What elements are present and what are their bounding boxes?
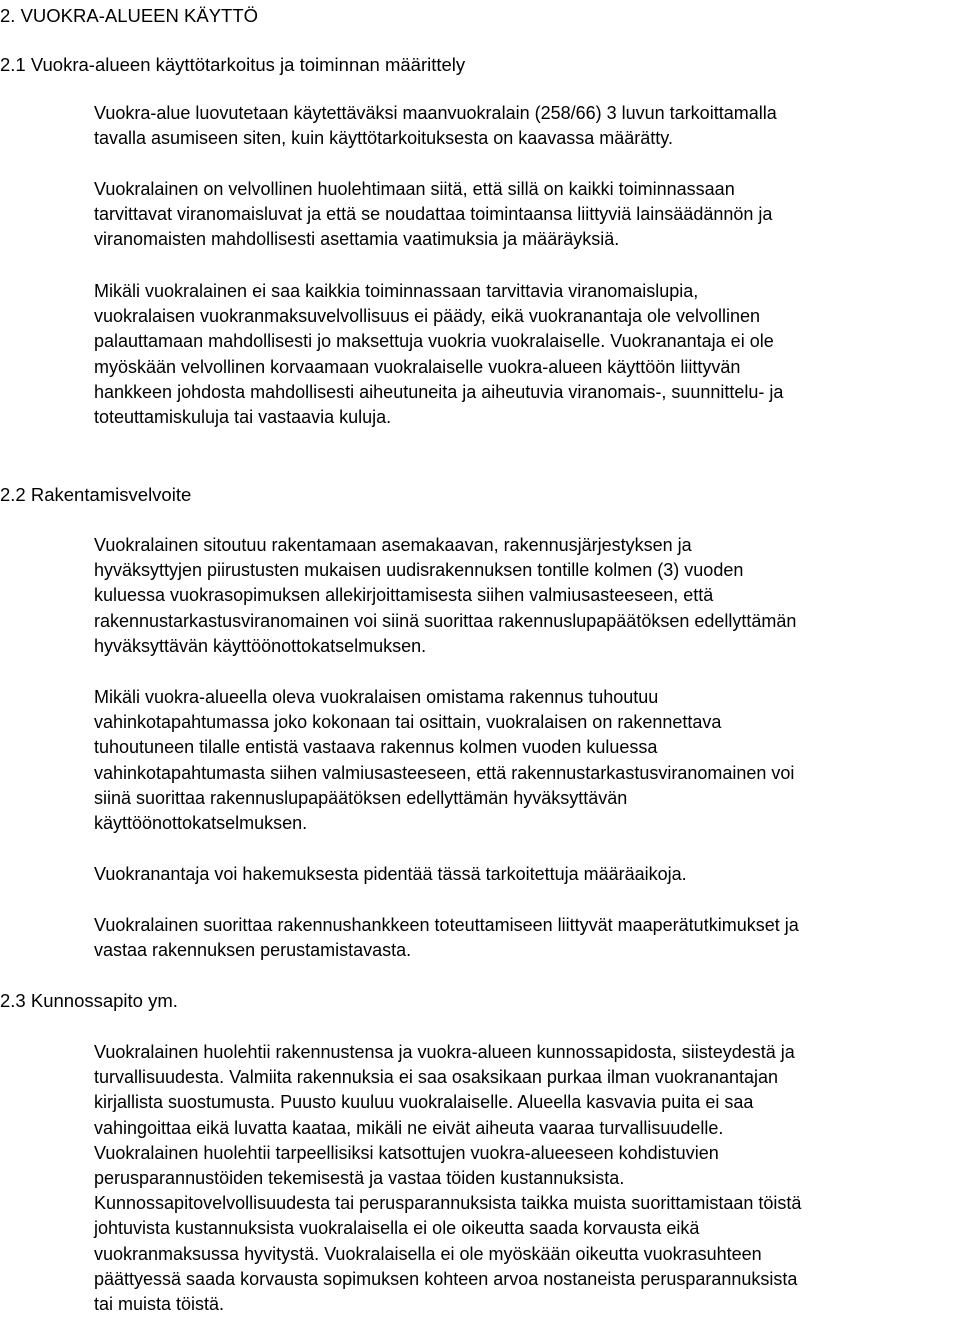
paragraph-building-obligation: Vuokralainen sitoutuu rakentamaan asemakaavan, rakennusjärjestyksen ja hyväksyttyjen piirustusten mukaisen uudisrakennuksen tontille kolmen (3) vuoden kuluessa vuokrasopimuksen allekirjoittamisesta siihen valmiusasteeseen, että rakennustarkastusviranomainen voi siinä suorittaa rakennuslupapäätöksen edellyttämän hyväksyttävän käyttöönottokatselmuksen.: [94, 535, 797, 656]
paragraph-permits: Vuokralainen on velvollinen huolehtimaan siitä, että sillä on kaikki toiminnassaan tarvittavat viranomaisluvat ja että se noudattaa toimintaansa liittyviä lainsäädännön ja viranomaisten mahdollisesti asettamia vaatimuksia ja määräyksiä.: [94, 179, 773, 250]
paragraph-soil-surveys: Vuokralainen suorittaa rakennushankkeen toteuttamiseen liittyvät maaperätutkimukset ja vastaa rakennuksen perustamistavasta.: [94, 915, 799, 961]
subsection-heading-2-2: 2.2 Rakentamisvelvoite: [0, 484, 192, 505]
paragraph-maintenance: Vuokralainen huolehtii rakennustensa ja vuokra-alueen kunnossapidosta, siisteydestä ja turvallisuudesta. Valmiita rakennuksia ei saa osaksikaan purkaa ilman vuokranantajan kirjallista suostumusta. Puusto kuuluu vuokralaiselle. Alueella kasvavia puita ei saa vahingoittaa eikä luvatta kaataa, mikäli ne eivät aiheuta vaaraa turvallisuudelle. Vuokralainen huolehtii tarpeellisiksi katsottujen vuokra-alueeseen kohdistuvien perusparannustöiden tekemisestä ja vastaa töiden kustannuksista. Kunnossapitovelvollisuudesta tai perusparannuksista taikka muista suorittamistaan töistä johtuvista kustannuksista vuokralaisella ei ole oikeutta saada korvausta eikä vuokranmaksussa hyvitystä. Vuokralaisella ei ole myöskään oikeutta vuokrasuhteen päättyessä saada korvausta sopimuksen kohteen arvoa nostaneista perusparannuksista tai muista töistä.: [94, 1042, 802, 1315]
paragraph-missing-permits: Mikäli vuokralainen ei saa kaikkia toiminnassaan tarvittavia viranomaislupia, vuokralaisen vuokranmaksuvelvollisuus ei päädy, eikä vuokranantaja ole velvollinen palauttamaan mahdollisesti jo maksettuja vuokria vuokralaiselle. Vuokranantaja ei ole myöskään velvollinen korvaamaan vuokralaiselle vuokra-alueen käyttöön liittyvän hankkeen johdosta mahdollisesti aiheutuneita ja aiheutuvia viranomais-, suunnittelu- ja toteuttamiskuluja tai vastaavia kuluja.: [94, 281, 784, 428]
subsection-heading-2-3: 2.3 Kunnossapito ym.: [0, 990, 178, 1011]
paragraph-intended-use: Vuokra-alue luovutetaan käytettäväksi maanvuokralain (258/66) 3 luvun tarkoittamalla tavalla asumiseen siten, kuin käyttötarkoituksesta on kaavassa määrätty.: [94, 103, 777, 149]
subsection-heading-2-1: 2.1 Vuokra-alueen käyttötarkoitus ja toiminnan määrittely: [0, 54, 466, 75]
section-heading: 2. VUOKRA-ALUEEN KÄYTTÖ: [0, 5, 259, 26]
paragraph-deadline-extension: Vuokranantaja voi hakemuksesta pidentää tässä tarkoitettuja määräaikoja.: [94, 864, 687, 884]
paragraph-destroyed-building: Mikäli vuokra-alueella oleva vuokralaisen omistama rakennus tuhoutuu vahinkotapahtumassa joko kokonaan tai osittain, vuokralaisen on rakennettava tuhoutuneen tilalle entistä vastaava rakennus kolmen vuoden kuluessa vahinkotapahtumasta siihen valmiusasteeseen, että rakennustarkastusviranomainen voi siinä suorittaa rakennuslupapäätöksen edellyttämän hyväksyttävän käyttöönottokatselmuksen.: [94, 687, 795, 834]
